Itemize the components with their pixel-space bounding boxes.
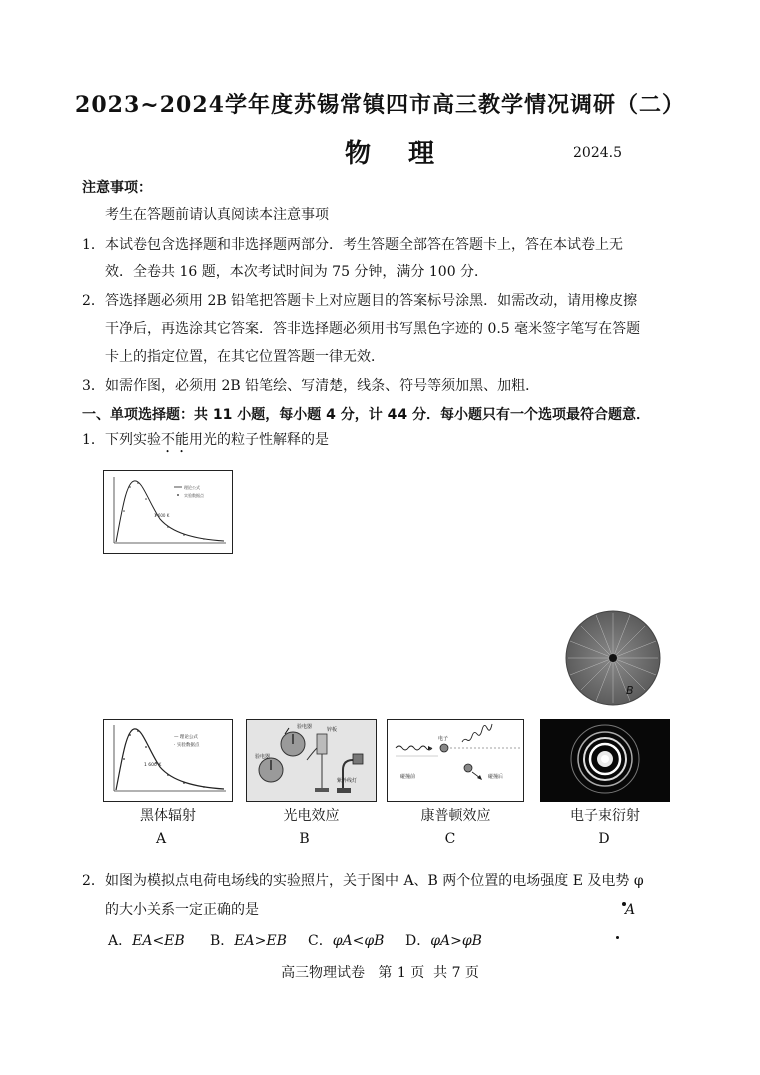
exam-date: 2024.5 xyxy=(573,145,622,161)
option-a-letter: A xyxy=(155,831,167,847)
q1-number: 1． xyxy=(82,432,105,448)
section-1-heading: 一、单项选择题：共 11 小题，每小题 4 分，计 44 分．每小题只有一个选项最符合题意． xyxy=(82,407,650,423)
notice-item-1-num: 1． xyxy=(82,237,105,253)
fig-b-label-c: 紫外线灯 xyxy=(337,778,358,784)
photoelectric-apparatus xyxy=(247,720,375,800)
notice-item-2-line-2: 干净后，再选涂其它答案．答非选择题必须用书写黑色字迹的 0.5 毫米签字笔写在答题 xyxy=(105,321,641,337)
blackbody-figure-top xyxy=(103,470,233,554)
notice-item-1-line-2: 效．全卷共 16 题，本次考试时间为 75 分钟，满分 100 分． xyxy=(105,264,489,280)
fig-b-label-b: 锌板 xyxy=(327,727,338,733)
q2-option-d-text: φA>φB xyxy=(430,933,482,949)
notice-item-2-line-1: 答选择题必须用 2B 铅笔把答题卡上对应题目的答案标号涂黑．如需改动，请用橡皮擦 xyxy=(105,293,638,309)
blackbody-curve-a xyxy=(104,720,231,800)
q2-option-c-letter: C． xyxy=(308,933,333,949)
q2-field-photo xyxy=(565,610,661,706)
option-c-caption: 康普顿效应 xyxy=(420,808,491,824)
fig-c-after: 碰撞后 xyxy=(488,774,504,780)
q1-stem xyxy=(105,426,329,456)
option-a-caption: 黑体辐射 xyxy=(140,808,196,824)
q2-option-a-text: EA<EB xyxy=(132,933,185,949)
compton-scattering xyxy=(388,720,522,800)
fig-c-before: 碰撞前 xyxy=(400,774,416,780)
notice-heading: 注意事项： xyxy=(82,180,152,196)
figure-d-diffraction xyxy=(540,719,670,802)
page-footer: 高三物理试卷 第 1 页 共 7 页 xyxy=(281,965,479,981)
subject-title: 物 理 xyxy=(345,139,449,169)
figure-b-photoelectric xyxy=(246,719,377,802)
notice-item-2-line-3: 卡上的指定位置，在其它位置答题一律无效． xyxy=(105,349,385,365)
q2-number: 2． xyxy=(82,873,105,889)
fig-b-label-d: 验电器 xyxy=(255,754,271,760)
svg-text:理论公式: 理论公式 xyxy=(184,485,200,490)
q2-option-d-letter: D． xyxy=(405,933,431,949)
fig-a-legend-1: — 理论公式 xyxy=(174,735,198,740)
q2-option-c-text: φA<φB xyxy=(332,933,385,949)
q2-point-b-label: B xyxy=(626,684,634,697)
figure-a-blackbody xyxy=(103,719,233,802)
notice-intro: 考生在答题前请认真阅读本注意事项 xyxy=(105,207,329,223)
svg-text:1 600 K: 1 600 K xyxy=(154,513,170,518)
q2-line-2: 的大小关系一定正确的是 xyxy=(105,902,259,918)
fig-b-label-a: 验电器 xyxy=(297,724,313,730)
fig-c-electron: 电子 xyxy=(438,736,449,742)
exam-title: 2023~2024学年度苏锡常镇四市高三教学情况调研（二） xyxy=(75,92,685,118)
q2-option-b[interactable] xyxy=(210,930,287,950)
q2-option-b-text: EA>EB xyxy=(234,933,287,949)
field-line-photo xyxy=(565,610,661,706)
option-d-caption: 电子束衍射 xyxy=(570,808,640,824)
notice-item-3-num: 3． xyxy=(82,378,105,394)
q2-option-c[interactable] xyxy=(308,930,384,950)
fig-a-legend-2: · 实验数据点 xyxy=(174,743,200,748)
option-b-caption: 光电效应 xyxy=(283,808,340,824)
q2-option-d[interactable] xyxy=(405,930,482,950)
option-c-letter: C xyxy=(444,831,456,847)
q2-point-a-label: A xyxy=(625,902,636,918)
blackbody-curve-top xyxy=(104,471,231,552)
q2-option-b-letter: B． xyxy=(210,933,235,949)
q1-text-after: 用光的粒子性解释的是 xyxy=(189,432,329,448)
q2-marker-dot xyxy=(616,936,619,939)
q2-option-a-letter: A． xyxy=(108,933,133,949)
q2-line-1: 如图为模拟点电荷电场线的实验照片，关于图中 A、B 两个位置的电场强度 E 及电势 φ xyxy=(105,873,644,889)
svg-text:实验数据点: 实验数据点 xyxy=(184,493,204,498)
q1-emphasis: 不能 xyxy=(161,432,189,448)
notice-item-1-line-1: 本试卷包含选择题和非选择题两部分．考生答题全部答在答题卡上，答在本试卷上无 xyxy=(105,237,623,253)
electron-diffraction-rings xyxy=(540,719,670,802)
option-b-letter: B xyxy=(299,831,310,847)
fig-a-temp: 1 600 K xyxy=(144,763,162,768)
q1-text-before: 下列实验 xyxy=(105,432,161,448)
notice-item-3-line-1: 如需作图，必须用 2B 铅笔绘、写清楚，线条、符号等须加黑、加粗． xyxy=(105,378,540,394)
option-d-letter: D xyxy=(598,831,610,847)
figure-c-compton xyxy=(387,719,524,802)
notice-item-2-num: 2． xyxy=(82,293,105,309)
q2-option-a[interactable] xyxy=(108,930,185,950)
